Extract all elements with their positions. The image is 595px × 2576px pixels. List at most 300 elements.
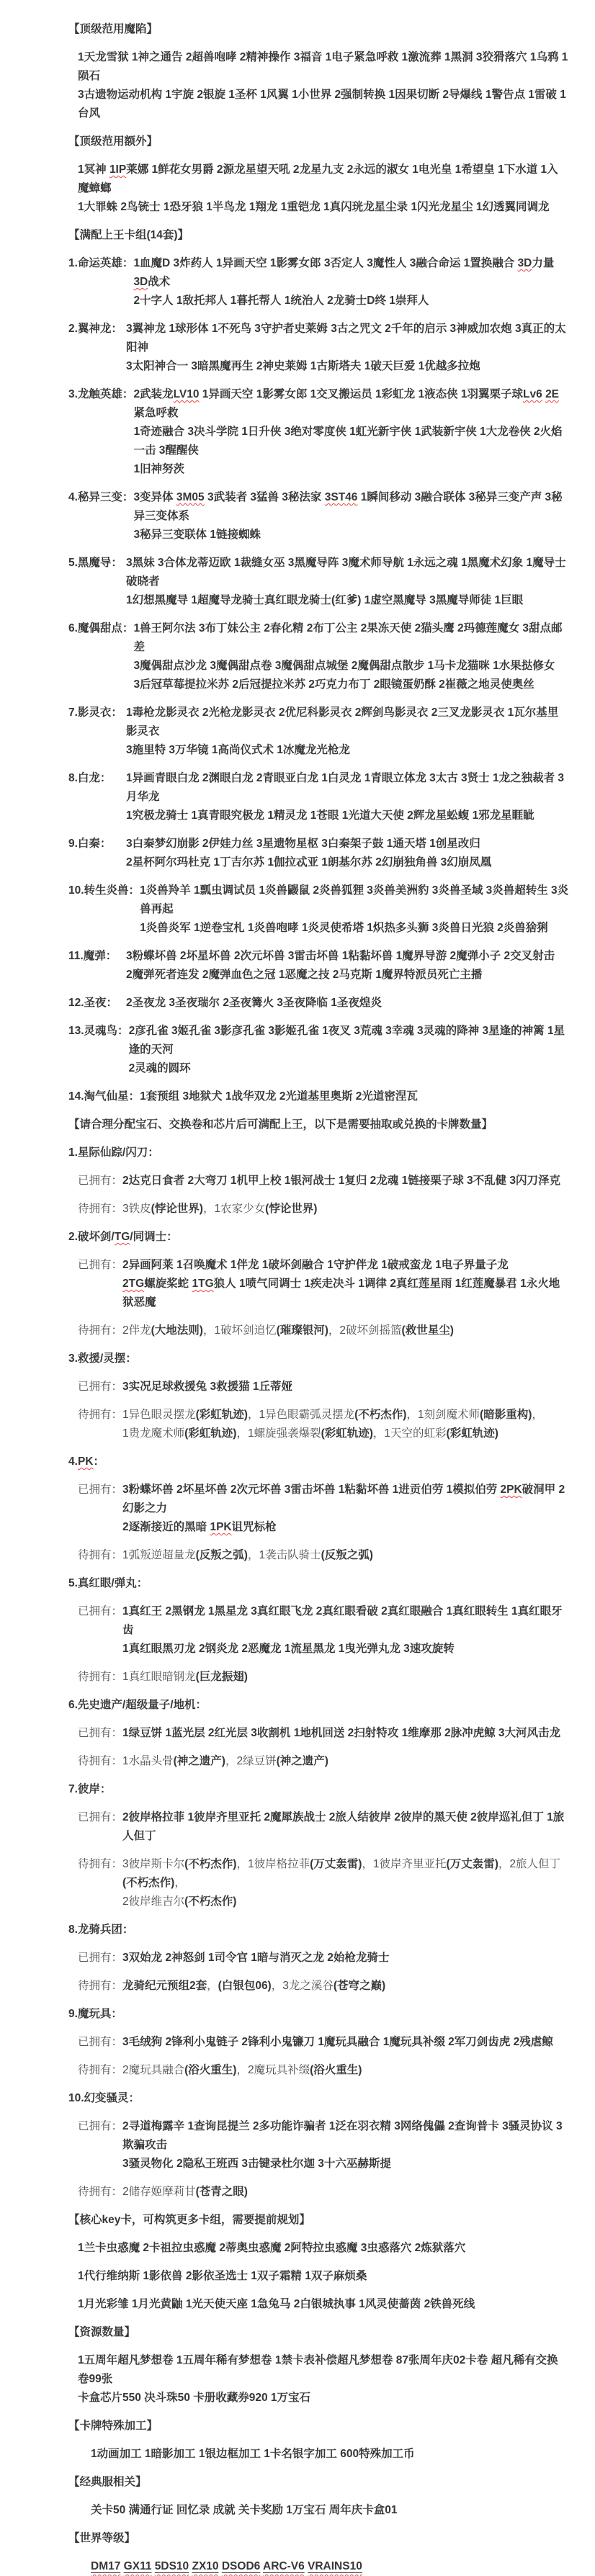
deck-label: 12.圣夜： xyxy=(68,997,118,1009)
text-segment: (神之遗产) xyxy=(173,1755,225,1767)
text-segment: 【顶级范用魔陷】 xyxy=(68,23,158,35)
text-segment: 2魔玩具融合 xyxy=(122,2064,185,2076)
text-segment: (暗影重构) xyxy=(480,1409,532,1421)
card-list xyxy=(122,1406,569,1443)
card-list-line xyxy=(133,488,569,526)
text-segment: ，2魔玩具补缀 xyxy=(236,2064,310,2076)
card-list xyxy=(122,1172,569,1190)
card-list xyxy=(126,947,569,984)
text-segment: 2彦孔雀 3姬孔雀 3影彦孔雀 3影姬孔雀 1夜叉 3荒魂 3幸魂 3灵魂的降神 3星逢的神篱 1星逢的天河 xyxy=(128,1025,565,1056)
text-segment: /同调士： xyxy=(130,1231,178,1243)
text-segment: (白银包06) xyxy=(218,1980,272,1992)
text-segment: 1绿豆饼 1蓝光层 2红光层 3收割机 1地机回送 2扫射特攻 1维摩那 2脉冲虎鲸 3大河风击龙 xyxy=(122,1727,561,1739)
deck-row xyxy=(68,1022,569,1078)
text-segment: (浴火重生) xyxy=(310,2064,362,2076)
section-header xyxy=(68,1116,569,1134)
ownership-label: 已拥有： xyxy=(78,1175,123,1187)
text-segment: 1大罪蛛 2鸟铳士 1恐牙狼 1半鸟龙 1翔龙 1重铠龙 1真闪珖龙星尘录 1闪光龙星尘 1幻透翼同调龙 xyxy=(78,201,550,213)
text-segment: 3双始龙 2神怒剑 1司令官 1暗与消灭之龙 2始枪龙骑士 xyxy=(122,1952,390,1964)
text-segment: 1五周年超凡梦想卷 1五周年稀有梦想卷 1禁卡表补偿超凡梦想卷 87张周年庆02卡卷 超凡稀有交换卷99张 xyxy=(78,2354,558,2385)
text-segment: 1冥神 xyxy=(78,163,109,176)
text-segment: 1瞬间移动 3融合联体 3秘异三变产声 3秘异三变体系 xyxy=(133,491,563,522)
card-list xyxy=(129,1022,569,1078)
deck-label: 14.淘气仙星： xyxy=(68,1090,140,1103)
text-segment: (苍青之眼) xyxy=(195,2186,248,2198)
card-list-line xyxy=(126,704,569,741)
deck-row xyxy=(68,947,569,984)
section-header xyxy=(68,133,569,151)
ownership-row xyxy=(78,1949,569,1967)
section-header xyxy=(68,2417,569,2436)
text-segment: (不朽杰作) xyxy=(122,1877,175,1889)
text-segment: 狼人 1喷气同调士 1疾走决斗 1调律 2真红莲星雨 1红莲魔暴君 1永火地狱恶魔 xyxy=(122,1278,560,1309)
text-segment: Lv6 xyxy=(523,388,542,400)
text-segment: ： xyxy=(93,1455,104,1468)
text-segment: 2伴龙 xyxy=(122,1324,151,1337)
text-segment: 6.先史遗产/超级量子/地机： xyxy=(68,1699,207,1711)
card-list-line xyxy=(129,1022,569,1059)
text-segment: (不朽杰作) xyxy=(184,1895,237,1908)
section-header xyxy=(68,2323,569,2342)
text-segment: DM17 xyxy=(91,2560,121,2572)
card-list-line xyxy=(126,769,569,807)
ownership-row xyxy=(78,1855,569,1911)
card-list xyxy=(122,1546,569,1565)
ownership-label: 待拥有： xyxy=(78,1671,123,1683)
deck-row xyxy=(68,994,569,1013)
ownership-row xyxy=(78,2183,569,2202)
section-header xyxy=(68,1228,569,1247)
paragraph-line xyxy=(78,161,569,198)
paragraph-line xyxy=(78,2295,569,2314)
card-list xyxy=(126,835,569,872)
card-list-line xyxy=(122,2155,569,2173)
card-list-line xyxy=(126,966,569,984)
text-segment xyxy=(192,2560,218,2572)
ownership-row xyxy=(78,1546,569,1565)
deck-label: 3.龙触英雄： xyxy=(68,388,134,400)
text-segment: ， xyxy=(174,1877,186,1889)
ownership-label: 已拥有： xyxy=(78,2120,123,2132)
text-segment: DSOD6 xyxy=(221,2560,261,2572)
text-segment: (神之遗产) xyxy=(276,1755,328,1767)
text-segment: ，1袭击队骑士 xyxy=(247,1549,321,1561)
text-segment: 2十字人 1敌托邦人 1暮托帮人 1统治人 2龙骑士D终 1崇拜人 xyxy=(133,295,429,307)
text-segment: 4. xyxy=(68,1455,78,1468)
text-segment: 2.破坏剑/ xyxy=(68,1231,115,1243)
card-list-line xyxy=(122,1406,569,1424)
text-segment: 龙骑纪元预组2套 xyxy=(122,1980,207,1992)
card-list xyxy=(133,488,569,544)
card-list-line xyxy=(122,1546,569,1565)
text-segment: 【满配上王卡组(14套)】 xyxy=(68,229,189,241)
text-segment: 【核心key卡，可构筑更多卡组，需要提前规划】 xyxy=(68,2214,310,2226)
text-segment xyxy=(222,2560,260,2572)
card-list-line xyxy=(122,2033,569,2052)
text-segment: 关卡50 满通行证 回忆录 成就 关卡奖励 1万宝石 周年庆卡盒01 xyxy=(91,2504,398,2516)
text-segment xyxy=(91,2560,120,2572)
ownership-label: 待拥有： xyxy=(78,1980,123,1992)
section-header xyxy=(68,2005,569,2024)
text-segment: PK xyxy=(77,1455,94,1468)
ownership-label: 待拥有： xyxy=(78,1755,123,1767)
card-list-line xyxy=(133,526,569,544)
deck-row xyxy=(68,254,569,310)
text-segment: 2魔弹死者连发 2魔弹血色之冠 1恶魔之技 2马克斯 1魔界特派员死亡主播 xyxy=(126,969,483,981)
section-header xyxy=(68,2211,569,2230)
text-segment: 7.彼岸： xyxy=(68,1783,112,1795)
text-segment: 2寻道梅露辛 1查询昆提兰 2多功能诈骗者 1泛在羽衣精 3网络傀儡 2查询普卡 3骚灵协议 3欺骗攻击 xyxy=(122,2120,563,2151)
text-segment: 1异画天空 1影雾女郎 1交叉搬运员 1彩虹龙 1液态侠 1羽翼栗子球 xyxy=(199,388,524,400)
text-segment: ，1螺旋强袭爆裂 xyxy=(236,1427,321,1440)
ownership-label: 待拥有： xyxy=(78,1549,123,1561)
card-list-line xyxy=(122,1724,569,1743)
deck-row xyxy=(68,769,569,825)
text-segment: 1代行维纳斯 1影依兽 2影依圣选士 1双子霜精 1双子麻烦桑 xyxy=(78,2270,367,2282)
deck-row xyxy=(68,835,569,872)
text-segment: 1贵龙魔术师 xyxy=(122,1427,185,1440)
text-segment: 3魔偶甜点沙龙 3魔偶甜点卷 3魔偶甜点城堡 2魔偶甜点散步 1马卡龙猫咪 1水果挞修女 xyxy=(133,660,555,672)
text-segment: TG xyxy=(114,1231,130,1243)
card-list xyxy=(140,881,569,938)
text-segment: 3.救援/灵摆： xyxy=(68,1352,137,1365)
text-segment: 2储存姬摩莉甘 xyxy=(122,2186,196,2198)
paragraph xyxy=(78,2295,569,2314)
card-list-line xyxy=(122,1518,569,1537)
card-list-line xyxy=(122,1808,569,1846)
paragraph xyxy=(91,2557,569,2576)
text-segment: 1兰卡虫惑魔 2卡祖拉虫惑魔 2蒂奥虫惑魔 2阿特拉虫惑魔 3虫惑落穴 2炼狱落穴 xyxy=(78,2242,466,2254)
card-list xyxy=(133,254,569,310)
text-segment: 5DS10 xyxy=(154,2560,189,2572)
card-list-line xyxy=(133,619,569,657)
text-segment: ARC-V6 xyxy=(263,2560,305,2572)
ownership-row xyxy=(78,2061,569,2080)
deck-label: 5.黑魔导： xyxy=(68,557,122,569)
text-segment: 破洞甲 2幻影之力 xyxy=(122,1484,565,1514)
paragraph xyxy=(78,2351,569,2407)
card-list-line xyxy=(133,254,569,292)
text-segment: 3毛绒狗 2锋利小鬼链子 2锋利小鬼镰刀 1魔玩具融合 1魔玩具补缀 2军刀剑齿虎 2残虐鲸 xyxy=(122,2036,553,2048)
text-segment: 1异画青眼白龙 2渊眼白龙 2青眼亚白龙 1白灵龙 1青眼立体龙 3太古 3贤士 1龙之独裁者 3月华龙 xyxy=(126,772,565,803)
text-segment: 2达克日食者 2大弯刀 1机甲上校 1银河战士 1复归 2龙魂 1链接栗子球 3不乱健 3闪刀泽克 xyxy=(122,1175,561,1187)
text-segment: ，1彼岸齐里亚托 xyxy=(362,1858,447,1870)
text-segment: 1炎兽羚羊 1瓢虫调试员 1炎兽鼹鼠 2炎兽狐狸 3炎兽美洲豹 3炎兽圣域 3炎兽超转生 3炎兽再起 xyxy=(140,884,569,915)
section-header xyxy=(68,226,569,245)
paragraph-line xyxy=(78,198,569,217)
card-list xyxy=(122,1752,569,1771)
text-segment: (彩虹轨迹) xyxy=(184,1427,237,1440)
text-segment: 1旧神努茨 xyxy=(133,463,185,475)
section-header xyxy=(68,1921,569,1939)
text-segment: 3粉蝶坏兽 2坏星坏兽 2次元坏兽 3雷击坏兽 1粘黏坏兽 1进贡伯劳 1模拟伯劳 xyxy=(122,1484,501,1496)
ownership-label: 已拥有： xyxy=(78,1811,123,1823)
text-segment: 1IP xyxy=(109,163,127,176)
card-list-line xyxy=(122,1256,569,1275)
text-segment: 2彼岸维吉尔 xyxy=(122,1895,185,1908)
text-segment: ， xyxy=(207,1980,218,1992)
card-list-line xyxy=(126,591,569,610)
card-list-line xyxy=(126,741,569,760)
text-segment: 1真红眼黑刃龙 2钢炎龙 2恶魔龙 1流星黑龙 1曳光弹丸龙 3速攻旋转 xyxy=(122,1643,455,1655)
text-segment: (大地法则) xyxy=(151,1324,203,1337)
text-segment: 2圣夜龙 3圣夜瑞尔 2圣夜篝火 3圣夜降临 1圣夜煌炎 xyxy=(126,997,382,1009)
ownership-row xyxy=(78,1724,569,1743)
text-segment: 10.幻变骚灵： xyxy=(68,2092,140,2104)
deck-row xyxy=(68,619,569,694)
text-segment: ，1刻剑魔术师 xyxy=(406,1409,480,1421)
ownership-row xyxy=(78,1481,569,1537)
text-segment: 3翼神龙 1球形体 1不死鸟 3守护者史莱姆 3古之咒文 2千年的启示 3神威加农炮 3真正的太阳神 xyxy=(126,323,566,354)
card-list-line xyxy=(126,994,569,1013)
ownership-row xyxy=(78,1752,569,1771)
text-segment: (不朽杰作) xyxy=(354,1409,407,1421)
text-segment: 3D xyxy=(133,276,148,288)
card-list xyxy=(122,1378,569,1396)
text-segment: 1.星际仙踪/闪刀： xyxy=(68,1146,159,1159)
paragraph xyxy=(78,2239,569,2258)
card-list-line xyxy=(122,1172,569,1190)
ownership-label: 待拥有： xyxy=(78,1409,123,1421)
section-header xyxy=(68,2529,569,2548)
text-segment: 1水晶头骨 xyxy=(122,1755,174,1767)
deck-row xyxy=(68,385,569,479)
card-list-line xyxy=(126,853,569,872)
card-list-line xyxy=(122,1378,569,1396)
card-list-line xyxy=(133,460,569,479)
card-list-line xyxy=(140,1087,569,1106)
deck-label: 2.翼神龙： xyxy=(68,323,122,335)
text-segment: 2逐渐接近的黑暗 xyxy=(122,1521,210,1533)
paragraph-line xyxy=(78,2389,569,2407)
text-segment: 1PK xyxy=(210,1521,232,1533)
text-segment: 力量 xyxy=(532,257,555,269)
text-segment: 9.魔玩具： xyxy=(68,2008,122,2020)
text-segment: 3黑妹 3合体龙蒂迈欧 1裁缝女巫 3黑魔导阵 3魔术师导航 1永远之魂 1黑魔术幻象 1魔导士破晓者 xyxy=(126,557,566,588)
text-segment xyxy=(308,2560,362,2572)
paragraph xyxy=(78,2267,569,2286)
deck-label: 8.白龙： xyxy=(68,772,112,784)
deck-row xyxy=(68,1087,569,1106)
card-list-line xyxy=(122,1752,569,1771)
card-list-line xyxy=(126,807,569,825)
section-header xyxy=(68,1144,569,1162)
ownership-row xyxy=(78,2033,569,2052)
card-list-line xyxy=(126,947,569,966)
card-list-line xyxy=(122,2183,569,2202)
section-header xyxy=(68,2473,569,2492)
ownership-label: 待拥有： xyxy=(78,1858,123,1870)
text-segment: (反叛之弧) xyxy=(195,1549,248,1561)
deck-label: 4.秘异三变： xyxy=(68,491,134,503)
ownership-label: 待拥有： xyxy=(78,2186,123,2198)
paragraph-line xyxy=(78,2351,569,2389)
deck-row xyxy=(68,554,569,610)
card-list-line xyxy=(122,2061,569,2080)
card-list-line xyxy=(140,919,569,938)
text-segment: ，1农家少女 xyxy=(202,1203,266,1215)
text-segment: 1幻想黑魔导 1超魔导龙骑士真红眼龙骑士(红爹) 1虚空黑魔导 3黑魔导师徒 1巨眼 xyxy=(126,594,524,606)
text-segment xyxy=(155,2560,189,2572)
card-list xyxy=(122,1855,569,1911)
text-segment: 3D xyxy=(517,257,532,269)
card-list-line xyxy=(133,676,569,694)
text-segment xyxy=(124,2560,152,2572)
card-list-line xyxy=(133,292,569,310)
text-segment: 螺旋桨蛇 xyxy=(144,1278,192,1290)
text-segment: ，1异色眼霸弧灵摆龙 xyxy=(247,1409,355,1421)
paragraph-line xyxy=(91,2445,569,2464)
card-list-line xyxy=(122,1481,569,1518)
card-list xyxy=(126,554,569,610)
text-segment: ， xyxy=(532,1409,543,1421)
text-segment: 3骚灵物化 2隐私王班西 3击键录杜尔迦 3十六巫赫斯提 xyxy=(122,2158,391,2170)
card-list-line xyxy=(122,1275,569,1312)
section-header xyxy=(68,1780,569,1799)
text-segment: 诅咒标枪 xyxy=(231,1521,277,1533)
text-segment: (反叛之弧) xyxy=(321,1549,373,1561)
text-segment: 3ST46 xyxy=(324,491,358,503)
text-segment: 3彼岸斯卡尔 xyxy=(122,1858,185,1870)
card-list xyxy=(122,1200,569,1219)
card-list xyxy=(126,704,569,760)
deck-label: 10.转生炎兽： xyxy=(68,884,140,897)
text-segment: 【请合理分配宝石、交换卷和芯片后可满配上王，以下是需要抽取或兑换的卡牌数量】 xyxy=(68,1118,493,1131)
text-segment: VRAINS10 xyxy=(308,2560,362,2572)
text-segment: 2E xyxy=(545,388,560,400)
paragraph-line xyxy=(78,86,569,123)
text-segment: (彩虹轨迹) xyxy=(195,1409,248,1421)
text-segment: (万丈轰雷) xyxy=(310,1858,362,1870)
ownership-label: 待拥有： xyxy=(78,2064,123,2076)
text-segment: 1炎兽炎军 1逆卷宝札 1炎兽咆哮 1炎灵使希塔 1炽热多头狮 3炎兽日光狼 2炎兽猞猁 xyxy=(140,922,548,934)
text-segment: (万丈轰雷) xyxy=(446,1858,498,1870)
card-list-line xyxy=(122,1602,569,1640)
text-segment: 1真红眼暗钢龙 xyxy=(122,1671,196,1683)
text-segment: 3白秦梦幻崩影 2伊娃力丝 3星遗物星枢 3白秦架子鼓 1通天塔 1创星改归 xyxy=(126,838,480,850)
ownership-row xyxy=(78,1200,569,1219)
card-list xyxy=(122,2117,569,2173)
text-segment: 3武装者 3猛兽 3秘法家 xyxy=(204,491,325,503)
text-segment: 3秘异三变联体 1链接蜘蛛 xyxy=(133,529,261,541)
ownership-label: 已拥有： xyxy=(78,1727,123,1739)
text-segment: 1真红王 2黑钢龙 1黑星龙 3真红眼飞龙 2真红眼看破 2真红眼融合 1真红眼转生 1真红眼牙齿 xyxy=(122,1605,563,1636)
card-list-line xyxy=(122,1424,569,1443)
text-segment: ，2绿豆饼 xyxy=(225,1755,277,1767)
card-list-line xyxy=(140,881,569,919)
text-segment: 3变异体 xyxy=(133,491,176,503)
text-segment: 5.真红眼/弹丸： xyxy=(68,1577,148,1589)
text-segment: 2PK xyxy=(500,1484,522,1496)
card-list-line xyxy=(129,1059,569,1078)
text-segment: 1弧叛逆超量龙 xyxy=(122,1549,196,1561)
card-list xyxy=(133,619,569,694)
text-segment: 1天龙雪狱 1神之通告 2超兽咆哮 2精神操作 3福音 1电子紧急呼救 1激流葬 1黑洞 3狡猾落穴 1乌鸦 1陨石 xyxy=(78,51,568,82)
deck-row xyxy=(68,881,569,938)
ownership-row xyxy=(78,1977,569,1996)
text-segment: ，1破坏剑追忆 xyxy=(202,1324,277,1337)
card-list xyxy=(140,1087,569,1106)
text-segment: 莱娜 1鲜花女男爵 2源龙星望天吼 2龙星九支 2永远的淑女 1电光皇 1希望皇 1下水道 1入魔蟑螂 xyxy=(78,163,558,194)
text-segment: 1月光彩雏 1月光黄鼬 1光天使天座 1急兔马 2白银城执事 1风灵使蔷茵 2铁兽死线 xyxy=(78,2298,475,2310)
card-list-line xyxy=(122,1949,569,1967)
card-list xyxy=(126,320,569,376)
text-segment: 【世界等级】 xyxy=(68,2532,136,2544)
card-list xyxy=(122,1602,569,1659)
deck-label: 7.影灵衣： xyxy=(68,706,122,719)
text-segment: 【卡牌特殊加工】 xyxy=(68,2420,158,2432)
text-segment: 1TG xyxy=(192,1278,214,1290)
text-segment: (浴火重生) xyxy=(184,2064,237,2076)
deck-row xyxy=(68,704,569,760)
ownership-label: 已拥有： xyxy=(78,1952,123,1964)
section-header xyxy=(68,20,569,39)
text-segment: 2彼岸格拉菲 1彼岸齐里亚托 2魔犀族战士 2旅人结彼岸 2彼岸的黑天使 2彼岸巡礼但丁 1旅人但丁 xyxy=(122,1811,565,1842)
text-segment: ，3龙之溪谷 xyxy=(271,1980,334,1992)
text-segment: 2灵魂的圆环 xyxy=(128,1062,191,1074)
card-list-line xyxy=(126,320,569,357)
text-segment: 【资源数量】 xyxy=(68,2326,136,2338)
card-list xyxy=(122,1977,569,1996)
card-list xyxy=(122,1321,569,1340)
card-list-line xyxy=(122,1893,569,1911)
ownership-label: 已拥有： xyxy=(78,1381,123,1393)
text-segment: 1究极龙骑士 1真青眼究极龙 1精灵龙 1苍眼 1光道大天使 2辉龙星蚣蝮 1邪龙星睚眦 xyxy=(126,809,534,822)
text-segment: ，1彼岸格拉菲 xyxy=(236,1858,310,1870)
ownership-row xyxy=(78,1668,569,1687)
deck-label: 13.灵魂鸟： xyxy=(68,1025,129,1037)
text-segment: 2星杯阿尔玛杜克 1丁吉尔苏 1伽拉忒亚 1朗基尔苏 2幻崩独角兽 3幻崩凤凰 xyxy=(126,856,492,869)
paragraph xyxy=(78,161,569,217)
card-list-line xyxy=(122,1977,569,1996)
card-list-line xyxy=(122,1200,569,1219)
paragraph xyxy=(91,2501,569,2520)
text-segment: 1血魔D 3炸药人 1异画天空 1影雾女郎 3否定人 3魔性人 3融合命运 1置换融合 xyxy=(133,257,518,269)
card-list-line xyxy=(122,1668,569,1687)
card-list-line xyxy=(122,2117,569,2155)
text-segment: ，2旅人但丁 xyxy=(498,1858,560,1870)
ownership-label: 待拥有： xyxy=(78,1324,123,1337)
section-header xyxy=(68,1453,569,1471)
text-segment: ZX10 xyxy=(192,2560,219,2572)
ownership-label: 已拥有： xyxy=(78,1605,123,1617)
card-list xyxy=(122,2183,569,2202)
text-segment: (不朽杰作) xyxy=(184,1858,237,1870)
deck-label: 11.魔弹： xyxy=(68,950,117,962)
card-list-line xyxy=(122,1640,569,1659)
ownership-row xyxy=(78,1378,569,1396)
section-header xyxy=(68,1350,569,1368)
ownership-label: 已拥有： xyxy=(78,1259,123,1271)
section-header xyxy=(68,1574,569,1593)
card-list xyxy=(126,994,569,1013)
card-list xyxy=(122,2033,569,2052)
paragraph-line xyxy=(78,2239,569,2258)
paragraph-line xyxy=(91,2557,569,2576)
section-header xyxy=(68,2089,569,2108)
paragraph-line xyxy=(78,48,569,86)
text-segment: 3古遗物运动机构 1宇旋 2银旋 1圣杯 1风翼 1小世界 2强制转换 1因果切断 2导爆线 1警告点 1雷破 1台风 xyxy=(78,89,566,120)
text-segment: (悖论世界) xyxy=(265,1203,318,1215)
ownership-row xyxy=(78,1172,569,1190)
card-list-line xyxy=(133,657,569,676)
paragraph-line xyxy=(78,2267,569,2286)
deck-label: 1.命运英雄： xyxy=(68,257,134,269)
ownership-row xyxy=(78,1406,569,1443)
deck-label: 9.白秦： xyxy=(68,838,112,850)
text-segment: (彩虹轨迹) xyxy=(321,1427,373,1440)
text-segment: (苍穹之巅) xyxy=(333,1980,386,1992)
